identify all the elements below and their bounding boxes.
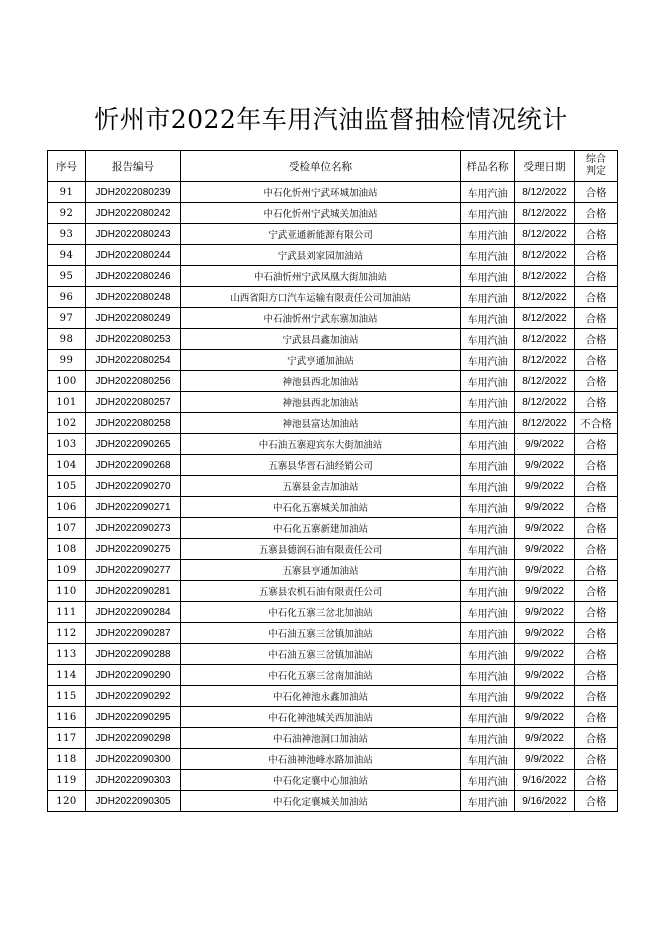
cell-sample: 车用汽油	[461, 602, 515, 623]
cell-result: 合格	[575, 182, 618, 203]
header-report: 报告编号	[86, 151, 181, 182]
cell-no: 103	[48, 434, 86, 455]
cell-date: 8/12/2022	[515, 203, 575, 224]
cell-sample: 车用汽油	[461, 728, 515, 749]
cell-unit: 宁武亨通加油站	[181, 350, 461, 371]
cell-date: 9/9/2022	[515, 707, 575, 728]
cell-no: 99	[48, 350, 86, 371]
table-row	[48, 665, 618, 686]
cell-sample: 车用汽油	[461, 707, 515, 728]
table-row	[48, 728, 618, 749]
table-row	[48, 539, 618, 560]
header-no: 序号	[48, 151, 86, 182]
cell-report: JDH2022090295	[86, 707, 181, 728]
table-row	[48, 770, 618, 791]
cell-result: 合格	[575, 770, 618, 791]
cell-date: 9/9/2022	[515, 560, 575, 581]
cell-no: 107	[48, 518, 86, 539]
cell-no: 92	[48, 203, 86, 224]
cell-sample: 车用汽油	[461, 287, 515, 308]
cell-sample: 车用汽油	[461, 623, 515, 644]
cell-no: 106	[48, 497, 86, 518]
cell-unit: 中石油神池洞口加油站	[181, 728, 461, 749]
cell-report: JDH2022090288	[86, 644, 181, 665]
table-header-row	[48, 151, 618, 182]
cell-no: 113	[48, 644, 86, 665]
cell-unit: 山西省阳方口汽车运输有限责任公司加油站	[181, 287, 461, 308]
cell-report: JDH2022080254	[86, 350, 181, 371]
cell-result: 合格	[575, 518, 618, 539]
cell-sample: 车用汽油	[461, 497, 515, 518]
cell-report: JDH2022080253	[86, 329, 181, 350]
cell-sample: 车用汽油	[461, 203, 515, 224]
cell-unit: 中石油忻州宁武凤凰大街加油站	[181, 266, 461, 287]
cell-report: JDH2022080239	[86, 182, 181, 203]
cell-date: 8/12/2022	[515, 224, 575, 245]
cell-date: 9/9/2022	[515, 728, 575, 749]
cell-sample: 车用汽油	[461, 266, 515, 287]
inspection-table	[47, 150, 618, 812]
cell-no: 108	[48, 539, 86, 560]
cell-no: 110	[48, 581, 86, 602]
cell-no: 96	[48, 287, 86, 308]
cell-sample: 车用汽油	[461, 371, 515, 392]
cell-report: JDH2022080246	[86, 266, 181, 287]
cell-result: 合格	[575, 707, 618, 728]
cell-report: JDH2022080258	[86, 413, 181, 434]
cell-no: 104	[48, 455, 86, 476]
cell-sample: 车用汽油	[461, 476, 515, 497]
cell-date: 9/16/2022	[515, 791, 575, 812]
table-row	[48, 392, 618, 413]
cell-unit: 五寨县德润石油有限责任公司	[181, 539, 461, 560]
table-row	[48, 749, 618, 770]
cell-sample: 车用汽油	[461, 350, 515, 371]
table-row	[48, 518, 618, 539]
cell-unit: 中石油神池峰水路加油站	[181, 749, 461, 770]
table-row	[48, 245, 618, 266]
cell-sample: 车用汽油	[461, 455, 515, 476]
cell-date: 9/9/2022	[515, 497, 575, 518]
table-row	[48, 623, 618, 644]
cell-unit: 宁武县刘家园加油站	[181, 245, 461, 266]
cell-unit: 中石化忻州宁武环城加油站	[181, 182, 461, 203]
cell-no: 109	[48, 560, 86, 581]
cell-result: 合格	[575, 455, 618, 476]
cell-no: 97	[48, 308, 86, 329]
cell-result: 合格	[575, 287, 618, 308]
cell-unit: 中石化忻州宁武城关加油站	[181, 203, 461, 224]
cell-no: 98	[48, 329, 86, 350]
cell-date: 9/9/2022	[515, 581, 575, 602]
cell-date: 9/9/2022	[515, 518, 575, 539]
cell-result: 合格	[575, 224, 618, 245]
cell-date: 9/9/2022	[515, 539, 575, 560]
cell-no: 105	[48, 476, 86, 497]
table-row	[48, 266, 618, 287]
cell-date: 8/12/2022	[515, 371, 575, 392]
cell-report: JDH2022090298	[86, 728, 181, 749]
cell-date: 9/9/2022	[515, 434, 575, 455]
cell-sample: 车用汽油	[461, 665, 515, 686]
cell-report: JDH2022090275	[86, 539, 181, 560]
cell-no: 120	[48, 791, 86, 812]
header-date: 受理日期	[515, 151, 575, 182]
cell-unit: 宁武亚通新能源有限公司	[181, 224, 461, 245]
cell-report: JDH2022090281	[86, 581, 181, 602]
cell-unit: 中石化神池城关西加油站	[181, 707, 461, 728]
table-row	[48, 203, 618, 224]
cell-no: 93	[48, 224, 86, 245]
table-row	[48, 476, 618, 497]
header-judge-line1: 综合	[586, 154, 606, 165]
cell-sample: 车用汽油	[461, 392, 515, 413]
cell-unit: 中石油五寨三岔镇加油站	[181, 623, 461, 644]
table-row	[48, 434, 618, 455]
header-judge-line2: 判定	[586, 166, 606, 177]
cell-date: 9/9/2022	[515, 644, 575, 665]
cell-result: 合格	[575, 266, 618, 287]
table-row	[48, 560, 618, 581]
cell-result: 合格	[575, 749, 618, 770]
table-row	[48, 371, 618, 392]
cell-report: JDH2022090292	[86, 686, 181, 707]
cell-date: 9/9/2022	[515, 602, 575, 623]
cell-report: JDH2022090277	[86, 560, 181, 581]
cell-result: 合格	[575, 329, 618, 350]
cell-result: 合格	[575, 581, 618, 602]
cell-unit: 五寨县亨通加油站	[181, 560, 461, 581]
cell-no: 117	[48, 728, 86, 749]
cell-date: 9/9/2022	[515, 623, 575, 644]
cell-report: JDH2022090268	[86, 455, 181, 476]
cell-report: JDH2022080257	[86, 392, 181, 413]
cell-report: JDH2022080256	[86, 371, 181, 392]
cell-report: JDH2022080248	[86, 287, 181, 308]
cell-no: 95	[48, 266, 86, 287]
cell-date: 9/9/2022	[515, 686, 575, 707]
table-row	[48, 350, 618, 371]
cell-unit: 中石化神池永鑫加油站	[181, 686, 461, 707]
table-row	[48, 413, 618, 434]
table-row	[48, 707, 618, 728]
cell-result: 合格	[575, 665, 618, 686]
cell-no: 101	[48, 392, 86, 413]
cell-sample: 车用汽油	[461, 539, 515, 560]
cell-sample: 车用汽油	[461, 329, 515, 350]
cell-report: JDH2022090271	[86, 497, 181, 518]
cell-unit: 神池县富达加油站	[181, 413, 461, 434]
cell-date: 9/9/2022	[515, 665, 575, 686]
header-judge	[575, 151, 618, 182]
cell-result: 合格	[575, 476, 618, 497]
table-row	[48, 602, 618, 623]
cell-report: JDH2022090270	[86, 476, 181, 497]
cell-report: JDH2022080249	[86, 308, 181, 329]
cell-report: JDH2022090265	[86, 434, 181, 455]
cell-result: 不合格	[575, 413, 618, 434]
table-row	[48, 455, 618, 476]
cell-report: JDH2022090284	[86, 602, 181, 623]
table-row	[48, 182, 618, 203]
cell-unit: 中石化五寨三岔南加油站	[181, 665, 461, 686]
cell-report: JDH2022090305	[86, 791, 181, 812]
cell-unit: 五寨县华晋石油经销公司	[181, 455, 461, 476]
cell-no: 118	[48, 749, 86, 770]
table-row	[48, 329, 618, 350]
cell-result: 合格	[575, 392, 618, 413]
cell-sample: 车用汽油	[461, 644, 515, 665]
cell-no: 116	[48, 707, 86, 728]
cell-no: 119	[48, 770, 86, 791]
cell-sample: 车用汽油	[461, 182, 515, 203]
cell-no: 102	[48, 413, 86, 434]
cell-unit: 中石化五寨三岔北加油站	[181, 602, 461, 623]
cell-report: JDH2022090287	[86, 623, 181, 644]
cell-date: 8/12/2022	[515, 266, 575, 287]
cell-report: JDH2022080242	[86, 203, 181, 224]
cell-sample: 车用汽油	[461, 791, 515, 812]
cell-unit: 中石油五寨迎宾东大街加油站	[181, 434, 461, 455]
cell-sample: 车用汽油	[461, 245, 515, 266]
header-unit: 受检单位名称	[181, 151, 461, 182]
cell-date: 8/12/2022	[515, 308, 575, 329]
cell-date: 8/12/2022	[515, 350, 575, 371]
cell-date: 9/9/2022	[515, 749, 575, 770]
cell-date: 8/12/2022	[515, 413, 575, 434]
cell-date: 8/12/2022	[515, 287, 575, 308]
cell-sample: 车用汽油	[461, 686, 515, 707]
cell-result: 合格	[575, 623, 618, 644]
cell-no: 112	[48, 623, 86, 644]
cell-result: 合格	[575, 203, 618, 224]
cell-result: 合格	[575, 434, 618, 455]
cell-unit: 中石化五寨城关加油站	[181, 497, 461, 518]
cell-sample: 车用汽油	[461, 518, 515, 539]
cell-unit: 中石油忻州宁武东寨加油站	[181, 308, 461, 329]
cell-result: 合格	[575, 791, 618, 812]
cell-result: 合格	[575, 497, 618, 518]
cell-sample: 车用汽油	[461, 413, 515, 434]
cell-no: 111	[48, 602, 86, 623]
cell-result: 合格	[575, 602, 618, 623]
cell-date: 8/12/2022	[515, 182, 575, 203]
cell-sample: 车用汽油	[461, 434, 515, 455]
table-row	[48, 287, 618, 308]
cell-unit: 神池县西北加油站	[181, 392, 461, 413]
cell-result: 合格	[575, 350, 618, 371]
cell-sample: 车用汽油	[461, 308, 515, 329]
cell-sample: 车用汽油	[461, 749, 515, 770]
cell-result: 合格	[575, 728, 618, 749]
table-row	[48, 686, 618, 707]
cell-date: 8/12/2022	[515, 329, 575, 350]
cell-report: JDH2022080244	[86, 245, 181, 266]
cell-no: 91	[48, 182, 86, 203]
cell-result: 合格	[575, 539, 618, 560]
cell-sample: 车用汽油	[461, 224, 515, 245]
cell-unit: 五寨县金吉加油站	[181, 476, 461, 497]
cell-result: 合格	[575, 245, 618, 266]
table-row	[48, 224, 618, 245]
cell-result: 合格	[575, 644, 618, 665]
cell-date: 8/12/2022	[515, 245, 575, 266]
cell-unit: 神池县西北加油站	[181, 371, 461, 392]
cell-result: 合格	[575, 371, 618, 392]
table-row	[48, 644, 618, 665]
cell-result: 合格	[575, 308, 618, 329]
cell-no: 94	[48, 245, 86, 266]
cell-unit: 中石化定襄中心加油站	[181, 770, 461, 791]
cell-no: 114	[48, 665, 86, 686]
header-sample: 样品名称	[461, 151, 515, 182]
cell-result: 合格	[575, 560, 618, 581]
cell-date: 9/16/2022	[515, 770, 575, 791]
cell-date: 8/12/2022	[515, 392, 575, 413]
table-row	[48, 791, 618, 812]
cell-sample: 车用汽油	[461, 560, 515, 581]
cell-report: JDH2022090273	[86, 518, 181, 539]
table-row	[48, 308, 618, 329]
cell-sample: 车用汽油	[461, 581, 515, 602]
cell-unit: 中石油五寨三岔镇加油站	[181, 644, 461, 665]
cell-report: JDH2022090303	[86, 770, 181, 791]
cell-unit: 中石化定襄城关加油站	[181, 791, 461, 812]
cell-date: 9/9/2022	[515, 455, 575, 476]
cell-unit: 五寨县农机石油有限责任公司	[181, 581, 461, 602]
table-row	[48, 497, 618, 518]
cell-unit: 中石化五寨新建加油站	[181, 518, 461, 539]
cell-no: 100	[48, 371, 86, 392]
cell-unit: 宁武县昌鑫加油站	[181, 329, 461, 350]
table-row	[48, 581, 618, 602]
cell-report: JDH2022090290	[86, 665, 181, 686]
cell-sample: 车用汽油	[461, 770, 515, 791]
cell-no: 115	[48, 686, 86, 707]
cell-report: JDH2022090300	[86, 749, 181, 770]
cell-result: 合格	[575, 686, 618, 707]
page-title: 忻州市2022年车用汽油监督抽检情况统计	[94, 105, 568, 134]
cell-date: 9/9/2022	[515, 476, 575, 497]
cell-report: JDH2022080243	[86, 224, 181, 245]
table-body	[48, 182, 618, 812]
